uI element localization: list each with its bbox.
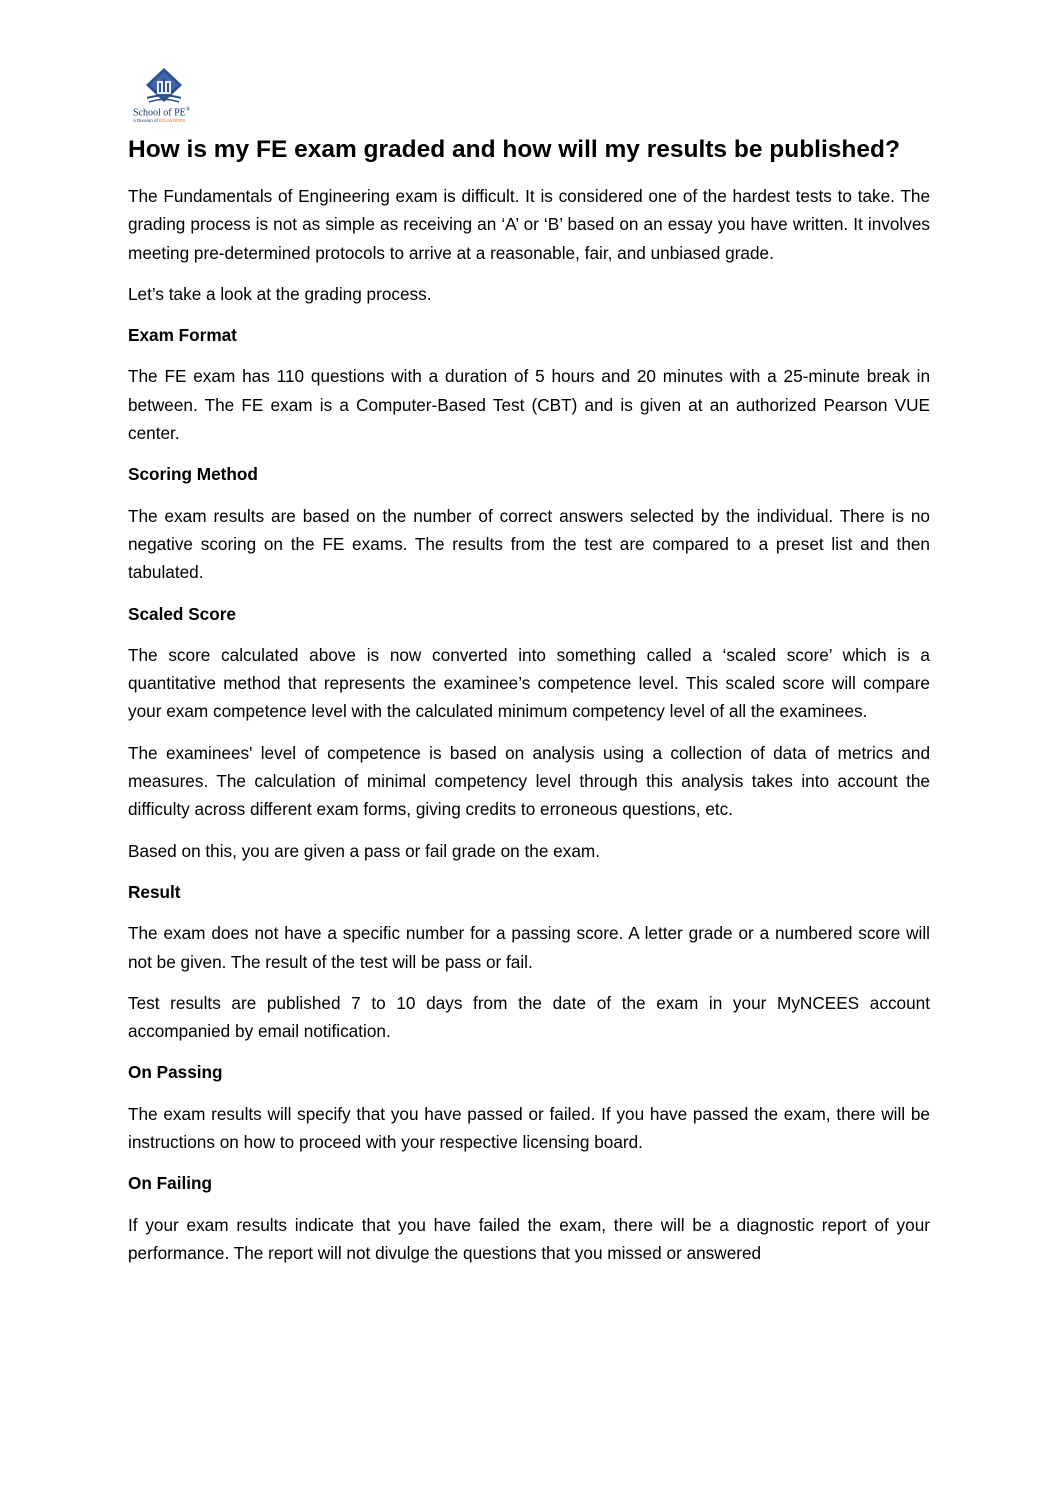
intro-paragraph: Let’s take a look at the grading process.	[128, 283, 432, 304]
body-paragraph: Test results are published 7 to 10 days from the date of the exam in your MyNCEES account accompanied by email notification.	[128, 992, 930, 1042]
body-paragraph: Based on this, you are given a pass or fail grade on the exam.	[128, 840, 600, 861]
body-paragraph: The exam results will specify that you have passed or failed. If you have passed the exam, there will be instructions on how to proceed with your respective licensing board.	[128, 1103, 930, 1153]
section-heading-scaled-score: Scaled Score	[128, 603, 236, 624]
body-paragraph: The exam results are based on the number of correct answers selected by the individual. There is no negative scoring on the FE exams. The results from the test are compared to a preset list and then tabulated.	[128, 505, 930, 583]
section-heading-on-failing: On Failing	[128, 1173, 213, 1194]
school-building-icon	[131, 67, 197, 105]
body-paragraph: The exam does not have a specific number for a passing score. A letter grade or a numbered score will not be given. The result of the test will be pass or fail.	[128, 923, 930, 972]
body-paragraph: The score calculated above is now converted into something called a ‘scaled score’ which is a quantitative method that represents the examinee’s competence level. This scaled score will compare your exam competence level with the calculated minimum competency level of all the examinees.	[128, 644, 930, 722]
article-body	[128, 133, 930, 1280]
body-paragraph: The FE exam has 110 questions with a duration of 5 hours and 20 minutes with a 25-minute break in between. The FE exam is a Computer-Based Test (CBT) and is given at an authorized Pearson VUE center.	[128, 366, 930, 444]
logo-wordmark: School of PE®	[133, 107, 191, 119]
page-title: How is my FE exam graded and how will my results be published?	[128, 136, 900, 163]
section-heading-scoring-method: Scoring Method	[128, 464, 258, 485]
section-heading-exam-format: Exam Format	[128, 325, 237, 346]
body-paragraph: The examinees' level of competence is based on analysis using a collection of data of metrics and measures. The calculation of minimal competency level through this analysis takes into account the difficulty across different exam forms, giving credits to erroneous questions, etc.	[128, 742, 930, 820]
school-of-pe-logo	[131, 67, 197, 124]
intro-paragraph: The Fundamentals of Engineering exam is difficult. It is considered one of the hardest tests to take. The grading process is not as simple as receiving an ‘A’ or ‘B’ based on an essay you have written. It involves meeting pre-determined protocols to arrive at a reasonable, fair, and unbiased grade.	[128, 186, 930, 263]
section-heading-on-passing: On Passing	[128, 1062, 223, 1083]
section-heading-result: Result	[128, 881, 181, 902]
logo-division-tagline: A Division of EDUWORKS	[133, 118, 186, 124]
body-paragraph: If your exam results indicate that you have failed the exam, there will be a diagnostic report of your performance. The report will not divulge the questions that you missed or answered	[128, 1214, 930, 1263]
